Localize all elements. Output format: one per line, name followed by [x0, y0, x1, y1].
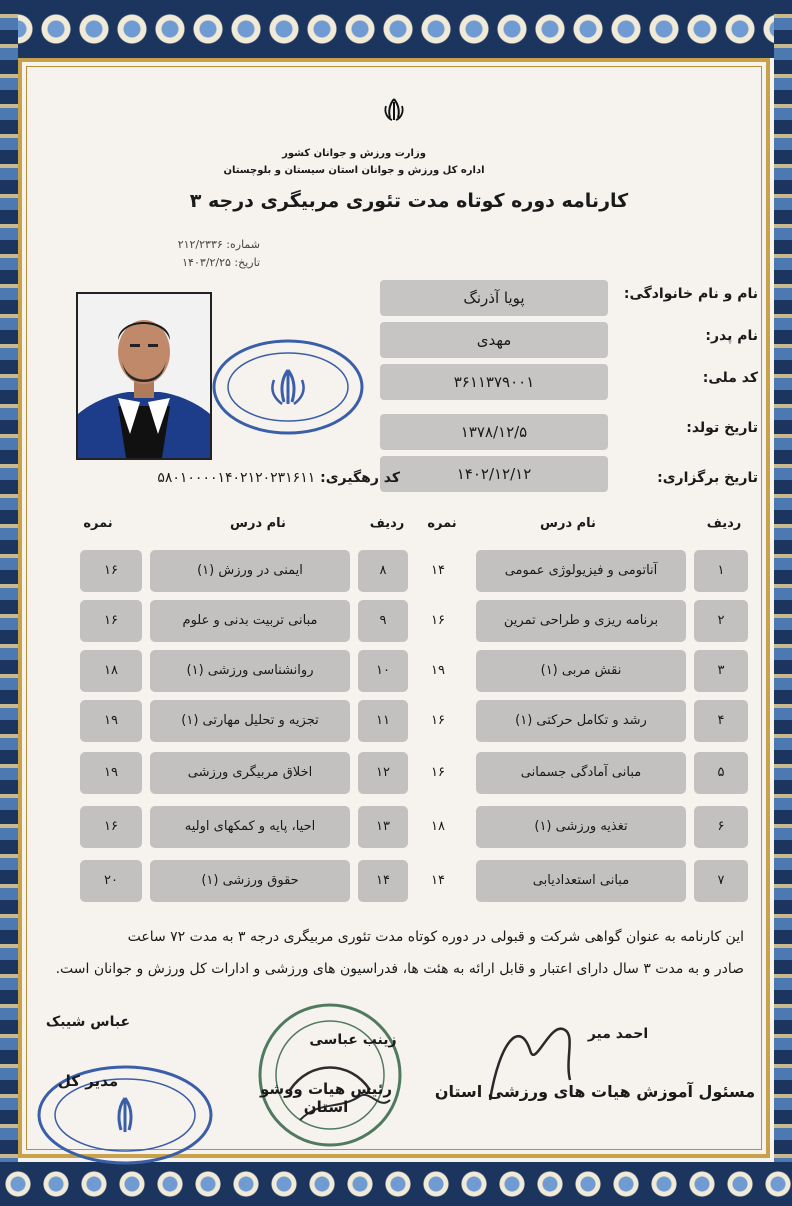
fullname-value: پویا آذرنگ — [380, 280, 608, 316]
course-name-cell: مبانی استعدادیابی — [476, 860, 686, 902]
row-number-cell: ۱۱ — [358, 700, 408, 742]
certificate-content — [30, 70, 758, 1148]
header-course-right: نام درس — [540, 516, 596, 531]
row-number-cell: ۷ — [694, 860, 748, 902]
header-row-left: ردیف — [369, 516, 405, 531]
signatory-1-title: مسئول آموزش هیات های ورزشی استان — [434, 1082, 756, 1101]
handwritten-signature-icon — [470, 1000, 590, 1120]
course-grade: ۱۶ — [431, 713, 445, 728]
applicant-photo — [76, 292, 212, 460]
course-name-cell: رشد و تکامل حرکتی (۱) — [476, 700, 686, 742]
course-name-cell: برنامه ریزی و طراحی تمرین — [476, 600, 686, 642]
row-number-cell: ۱۳ — [358, 806, 408, 848]
course-name-cell: مبانی آمادگی جسمانی — [476, 752, 686, 794]
course-grade: ۱۴ — [431, 873, 445, 888]
office-name: اداره کل ورزش و جوانان استان سیستان و بلوچستان — [223, 165, 485, 176]
number-label: شماره: — [226, 238, 260, 251]
course-name-cell: احیا، پایه و کمکهای اولیه — [150, 806, 350, 848]
federation-stamp-icon — [230, 1000, 430, 1150]
signatory-3-name: عباس شیبک — [45, 1014, 131, 1030]
course-name-cell: تجزیه و تحلیل مهارتی (۱) — [150, 700, 350, 742]
row-number-cell: ۶ — [694, 806, 748, 848]
father-name-value: مهدی — [380, 322, 608, 358]
national-id-value: ۳۶۱۱۳۷۹۰۰۱ — [380, 364, 608, 400]
row-number-cell: ۲ — [694, 600, 748, 642]
course-grade: ۱۹ — [431, 663, 445, 678]
course-name-cell: نقش مربی (۱) — [476, 650, 686, 692]
course-name-cell: مبانی تربیت بدنی و علوم — [150, 600, 350, 642]
row-number-cell: ۱۲ — [358, 752, 408, 794]
course-grade-cell: ۲۰ — [80, 860, 142, 902]
date-label: تاریخ: — [234, 256, 260, 269]
course-grade-cell: ۱۹ — [80, 700, 142, 742]
birth-date-value: ۱۳۷۸/۱۲/۵ — [380, 414, 608, 450]
row-number-cell: ۹ — [358, 600, 408, 642]
fullname-label: نام و نام خانوادگی: — [623, 286, 758, 302]
course-date-label: تاریخ برگزاری: — [657, 470, 758, 486]
course-name-cell: حقوق ورزشی (۱) — [150, 860, 350, 902]
course-grade-cell: ۱۹ — [80, 752, 142, 794]
tracking-code — [70, 470, 400, 486]
header-row-right: ردیف — [706, 516, 742, 531]
course-grade-cell: ۱۸ — [80, 650, 142, 692]
row-number-cell: ۱ — [694, 550, 748, 592]
statement-line-2: صادر و به مدت ۳ سال دارای اعتبار و قابل ارائه به هئت ها، فدراسیون های ورزشی و ادارات کل ورزش و جوانان است. — [55, 961, 744, 977]
row-number-cell: ۸ — [358, 550, 408, 592]
number-value: ۲۱۲/۲۳۳۶ — [177, 238, 223, 251]
course-grade-cell: ۱۶ — [80, 806, 142, 848]
header-course-left: نام درس — [230, 516, 286, 531]
course-grade: ۱۶ — [431, 765, 445, 780]
header-grade-right: نمره — [427, 516, 457, 531]
number-date-block — [100, 238, 260, 274]
national-id-label: کد ملی: — [702, 370, 758, 386]
course-grade-cell: ۱۶ — [80, 600, 142, 642]
row-number-cell: ۳ — [694, 650, 748, 692]
row-number-cell: ۵ — [694, 752, 748, 794]
course-name-cell: تغذیه ورزشی (۱) — [476, 806, 686, 848]
official-stamp-icon — [208, 332, 368, 442]
signatory-3-title: مدیر کل — [57, 1072, 119, 1090]
course-grade: ۱۶ — [431, 613, 445, 628]
father-name-label: نام پدر: — [705, 328, 758, 344]
course-name-cell: ایمنی در ورزش (۱) — [150, 550, 350, 592]
course-grade: ۱۴ — [431, 563, 445, 578]
course-name-cell: روانشناسی ورزشی (۱) — [150, 650, 350, 692]
birth-date-label: تاریخ تولد: — [686, 420, 758, 436]
iran-emblem-icon — [380, 96, 408, 124]
course-date-value: ۱۴۰۲/۱۲/۱۲ — [380, 456, 608, 492]
tracking-value: ۵۸۰۱۰۰۰۰۱۴۰۲۱۲۰۲۳۱۶۱۱ — [157, 470, 316, 486]
course-grade-cell: ۱۶ — [80, 550, 142, 592]
statement-line-1: این کارنامه به عنوان گواهی شرکت و قبولی در دوره کوتاه مدت تئوری مربیگری درجه ۳ به مدت ۷۲ ساعت — [127, 929, 744, 945]
ornamental-border-left — [0, 0, 18, 1206]
signatory-2-name: زینب عباسی — [309, 1032, 397, 1048]
course-name-cell: اخلاق مربیگری ورزشی — [150, 752, 350, 794]
ministry-name: وزارت ورزش و جوانان کشور — [282, 148, 426, 159]
ornamental-border-right — [774, 0, 792, 1206]
ornamental-border-top — [0, 0, 792, 58]
header-grade-left: نمره — [83, 516, 113, 531]
course-grade: ۱۸ — [431, 819, 445, 834]
row-number-cell: ۴ — [694, 700, 748, 742]
course-name-cell: آناتومی و فیزیولوژی عمومی — [476, 550, 686, 592]
tracking-label: کد رهگیری: — [320, 470, 400, 486]
row-number-cell: ۱۴ — [358, 860, 408, 902]
signatory-1-name: احمد میر — [587, 1026, 649, 1042]
certificate-title: کارنامه دوره کوتاه مدت تئوری مربیگری درجه ۳ — [189, 190, 629, 212]
date-value: ۱۴۰۳/۲/۲۵ — [182, 256, 231, 269]
signatory-2-title: رئیس هیات ووشو استان — [259, 1080, 393, 1116]
row-number-cell: ۱۰ — [358, 650, 408, 692]
